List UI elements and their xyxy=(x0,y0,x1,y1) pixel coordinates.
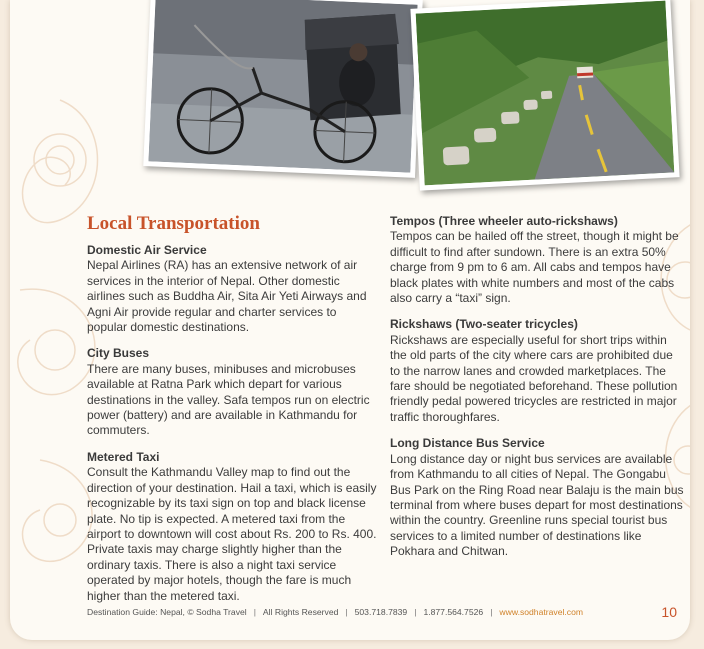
footer-phone-local: 503.718.7839 xyxy=(354,607,408,617)
section-city-buses xyxy=(87,346,377,438)
section-body: Consult the Kathmandu Valley map to find out the direction of your destination. Hail a taxi, which is easily recognizable by its taxi sign on top and black license plate. No tip is expected. A metered taxi from the airport to downtown will cost about Rs. 200 to Rs. 400. Private taxis may charge slightly higher than the ordinary taxis. There is also a night taxi service operated by major hotels, though the fare is much higher than the metered taxi. xyxy=(87,465,377,603)
footer-separator: | xyxy=(490,607,493,617)
page-footer xyxy=(87,604,677,620)
section-title: Long Distance Bus Service xyxy=(390,436,545,451)
section-metered-taxi xyxy=(87,450,377,604)
right-column xyxy=(390,214,685,571)
section-long-distance-bus xyxy=(390,436,685,559)
section-title: Metered Taxi xyxy=(87,449,160,464)
mountain-road-photo xyxy=(410,0,679,191)
page-number: 10 xyxy=(661,604,677,620)
section-body: Rickshaws are especially useful for short trips within the old parts of the city where cars are prohibited due to the narrow lanes and crowded marketplaces. The fare should be negotiated beforehand. These pollution friendly pedal powered tricycles are restricted in major traffic thoroughfares. xyxy=(390,332,678,424)
brochure-page xyxy=(10,0,690,640)
footer-phone-tollfree: 1.877.564.7526 xyxy=(423,607,484,617)
section-body: Nepal Airlines (RA) has an extensive network of air services in the interior of Nepal. Other domestic airlines such as Buddha Air, Sita Air Yeti Airways and Agni Air provide regular and charter services to popular domestic destinations. xyxy=(87,258,367,335)
section-title: City Buses xyxy=(87,346,150,361)
section-body: Tempos can be hailed off the street, though it might be difficult to find after sundown. There is an extra 50% charge from 9 pm to 6 am. All cabs and tempos have black plates with white numbers and most of the cabs also carry a “taxi” sign. xyxy=(390,229,679,306)
footer-rights: All Rights Reserved xyxy=(262,607,339,617)
rickshaw-photo xyxy=(143,0,423,178)
section-title: Rickshaws (Two-seater tricycles) xyxy=(390,317,578,332)
footer-separator: | xyxy=(414,607,417,617)
section-body: Long distance day or night bus services are available from Kathmandu to all cities of Nepal. The Gongabu Bus Park on the Ring Road near Balaju is the main bus terminal from where buses depart for most destinations within the country. Greenline runs special tourist bus services to a limited number of destinations like Pokhara and Chitwan. xyxy=(390,451,684,559)
section-heading: Local Transportation xyxy=(87,213,260,234)
section-body: There are many buses, minibuses and microbuses available at Ratna Park which depart for various destinations in the valley. Safa tempos run on electric power (battery) and are available in Kathmandu for commuters. xyxy=(87,361,370,438)
footer-separator: | xyxy=(345,607,348,617)
section-rickshaws xyxy=(390,317,685,425)
section-title: Tempos (Three wheeler auto-rickshaws) xyxy=(390,214,618,228)
section-tempos xyxy=(390,214,685,306)
section-domestic-air xyxy=(87,243,377,335)
section-title: Domestic Air Service xyxy=(87,243,207,257)
left-column xyxy=(87,243,377,615)
footer-separator: | xyxy=(253,607,256,617)
footer-guide: Destination Guide: Nepal, © Sodha Travel xyxy=(87,607,247,617)
footer-website-link[interactable]: www.sodhatravel.com xyxy=(499,607,584,617)
